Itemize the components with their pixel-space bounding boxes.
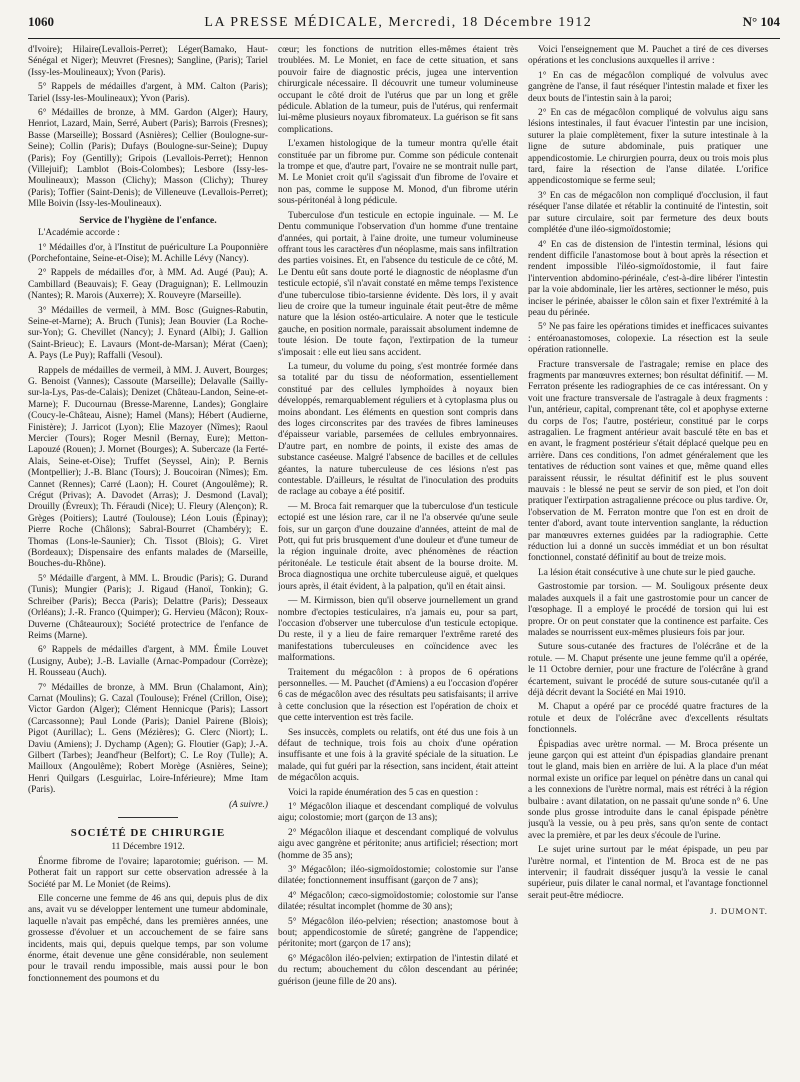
- column-2: [278, 45, 518, 1075]
- paragraph: Traitement du mégacôlon : à propos de 6 opérations personnelles. — M. Pauchet (d'Amiens) a eu l'occasion d'opérer 6 cas de mégacôlon avec des résultats peu satisfaisants; il arrive à cette conclusion que la résection est l'opération de choix et que cette intervention est très facile.: [278, 667, 518, 724]
- paragraph: 1° Médailles d'or, à l'Institut de puériculture La Pouponnière (Porchefontaine, Seine-et-Oise); M. Achille Lévy (Nancy).: [28, 242, 268, 264]
- paragraph: 3° En cas de mégacôlon non compliqué d'occlusion, il faut réséquer l'anse dilatée et rétablir la continuité de l'intestin, soit par suture circulaire, soit par fermeture des deux bouts complétée d'une iléo-sigmoïdostomie;: [528, 190, 768, 236]
- paragraph: Voici la rapide énumération des 5 cas en question :: [288, 787, 479, 798]
- paragraph: Tuberculose d'un testicule en ectopie inguinale. — M. Le Dentu communique l'observation d'un homme d'une trentaine d'années, qui portait, à l'aine droite, une tumeur volumineuse offrant tous les caractères d'un néoplasme, mais sans infiltration des parties voisines. Et, en l'absence du testicule de ce côté, M. Le Dentu eût sans doute porté le diagnostic de néoplasme d'un testicule ectopié, s'il n'avait constaté en même temps l'existence d'une tuberculose tibio-tarsienne évidente. Dès lors, il y avait lieu de croire que la tumeur inguinale était peut-être de même nature que la lésion ostéo-articulaire. A noter que le testicule gauche, en position normale, paraissait absolument indemne de toute lésion. De toute façon, l'extirpation de la tumeur s'imposait : elle eut lieu sans accident.: [278, 210, 518, 358]
- column-3: [528, 45, 768, 1075]
- paragraph: 2° Mégacôlon iliaque et descendant compliqué de volvulus aigu avec gangrène et péritonite; anus artificiel; résection; mort (homme de 35 ans);: [278, 827, 518, 861]
- paragraph: Suture sous-cutanée des fractures de l'olécrâne et de la rotule. — M. Chaput présente une jeune femme qu'il a opérée, le 11 Octobre dernier, pour une fracture de l'olécrâne à grand écartement, suivant le procédé de suture sous-cutanée qu'il a déjà décrit devant la Société en Mai 1910.: [528, 642, 768, 698]
- paragraph: 4° Mégacôlon; cæco-sigmoïdostomie; colostomie sur l'anse dilatée; résultat incomplet (homme de 30 ans);: [278, 890, 518, 913]
- paragraph: Le sujet urine surtout par le méat épispade, un peu par l'urètre normal, et l'intention de M. Broca est de ne pas intervenir; il faudrait disséquer jusqu'à la vessie le canal supérieur, puis dilater le canal normal, et l'avantage fonctionnel serait peut-être médiocre.: [528, 845, 768, 901]
- paragraph: L'examen histologique de la tumeur montra qu'elle était constituée par un fibrome pur. Comme son pédicule contenait la trompe et que, d'autre part, l'ovaire ne se montrait nulle part, M. Le Moniet croit qu'il s'agissait d'un fibrome de l'ovaire et non pas, comme le suppose M. Monod, d'un fibrome utérin sous-péritonéal à long pédicule.: [278, 139, 518, 207]
- journal-title: LA PRESSE MÉDICALE, Mercredi, 18 Décembre 1912: [204, 15, 593, 30]
- masthead: [28, 14, 780, 39]
- paragraph: L'Académie accorde :: [38, 228, 120, 239]
- issue-number: N° 104: [742, 14, 780, 29]
- paragraph: 5° Rappels de médailles d'argent, à MM. Calton (Paris); Tariel (Issy-les-Moulineaux); Yvon (Paris).: [28, 82, 268, 104]
- paragraph: 6° Rappels de médailles d'argent, à MM. Émile Louvet (Lusigny, Aube); J.-B. Lavialle (Arnac-Pompadour (Corrèze); H. Rousseau (Auch).: [28, 645, 268, 679]
- paragraph: 6° Mégacôlon iléo-pelvien; extirpation de l'intestin dilaté et du rectum; abouchement du côlon descendant au périnée; guérison (jeune fille de 20 ans).: [278, 953, 518, 987]
- session-date: 11 Décembre 1912.: [111, 842, 185, 853]
- paragraph: 1° En cas de mégacôlon compliqué de volvulus avec gangrène de l'anse, il faut réséquer l'intestin malade et fixer les deux bouts de l'intestin sain à la paroi;: [528, 70, 768, 104]
- paragraph: M. Chaput a opéré par ce procédé quatre fractures de la rotule et deux de l'olécrâne avec d'excellents résultats fonctionnels.: [528, 702, 768, 736]
- paragraph: 2° En cas de mégacôlon compliqué de volvulus aigu sans lésions intestinales, il faut évacuer l'intestin par une incision, suturer la plaie complètement, fixer la suture intestinale à la ligne de suture abdominale, puis pratiquer une appendicostomie. Le chirurgien pourra, deux ou trois mois plus tard, faire la résection de l'anse dilatée. L'orifice appendicostomique se ferme seul;: [528, 108, 768, 187]
- paragraph: 7° Médailles de bronze, à MM. Brun (Chalamont, Ain); Carnat (Moulins); G. Cazal (Toulouse); Frénel (Crillon, Oise); Victor Gardon (Alger); Clément Hennicque (Paris); Lassort (Carcassonne); Paul Londe (Paris); Daniel Pairene (Blois); Pigot (Aurillac); L. Gens (Mézières); G. Clerc (Niort); L. Daviu (Amiens); J. Dychamp (Agen); G. Floutier (Gap); J.-A. Gilbert (Tarbes); Jeand'heur (Belfort); C. Le Roy (Tulle); A. Mailloux (Angoulême); Robert Morège (Asnières, Seine); Henri Quilgars (Lesguirlac, Loire-Inférieure); Mme Itam (Paris).: [28, 682, 268, 796]
- paragraph: d'Ivoire); Hilaire(Levallois-Perret); Léger(Bamako, Haut-Sénégal et Niger); Meuvret (Fresnes); Sangline, (Paris); Tariel (Issy-les-Moulineaux); Yvon (Paris).: [28, 45, 268, 78]
- paragraph: Elle concerne une femme de 46 ans qui, depuis plus de dix ans, avait vu se développer lentement une tumeur abdominale, laquelle n'avait pas empêché, dans les premières années, une grossesse d'évoluer et un accouchement de se faire sans incidents, mais qui, depuis quelque temps, par son volume énorme, était devenue une gêne considérable, non seulement pour le travail rendu impossible, mais aussi pour le bon fonctionnement des poumons et du: [28, 894, 268, 984]
- paragraph: 5° Mégacôlon iléo-pelvien; résection; anastomose bout à bout; appendicostomie de sûreté; gangrène de l'appendice; péritonite; mort (garçon de 17 ans);: [278, 916, 518, 950]
- paragraph: — M. Broca fait remarquer que la tuberculose d'un testicule ectopié est une lésion rare, car il ne l'a observée qu'une seule fois, sur un garçon d'une douzaine d'années, atteint de mal de Pott, qui fut pris brusquement d'une douleur et d'une tumeur de la région inguinale droite, avec phénomènes de réaction péritonéale. Le testicule était absent de la bourse droite. M. Broca diagnostiqua une orchite tuberculeuse aiguë, et quelques jours après, il était évident, à la palpation, qu'il en était ainsi.: [278, 501, 518, 592]
- paragraph: 1° Mégacôlon iliaque et descendant compliqué de volvulus aigu; colostomie; mort (garçon de 13 ans);: [278, 802, 518, 824]
- section-heading-societe: SOCIÉTÉ DE CHIRURGIE: [70, 827, 226, 839]
- paragraph: 5° Ne pas faire les opérations timides et inefficaces suivantes : entéroanastomoses, colopexie. La résection est la seule opération rationnelle.: [528, 322, 768, 356]
- paragraph: Gastrostomie par torsion. — M. Souligoux présente deux malades auxquels il a fait une gastrostomie pour un cancer de l'œsophage. Il a employé le procédé de torsion qui lui est propre. Or on peut constater que la continence est parfaite. Ces malades se nourrissent eux-mêmes plusieurs fois par jour.: [528, 582, 768, 638]
- page-number: 1060: [28, 14, 54, 29]
- paragraph: 6° Médailles de bronze, à MM. Gardon (Alger); Haury, Henriot, Lazard, Main, Serré, Aubert (Paris); Barrois (Fresnes); Basse (Marseille); Bossard (Asnières); Cellier (Boulogne-sur-Seine); Collin (Paris); Dufays (Boulogne-sur-Seine); Dupuy (Paris); Foy (Gentilly); Gripois (Levallois-Perret); Hennon (Villejuif); Lamblot (Bois-Colombes); Lesbore (Issy-les-Moulineaux); Masson (Clichy); Masson (Clichy); Thurey (Paris); Toffier (Saint-Denis); de Villeneuve (Levallois-Perret); Mlle Boivin (Issy-les-Moulineaux).: [28, 108, 268, 210]
- paragraph: Énorme fibrome de l'ovaire; laparotomie; guérison. — M. Potherat fait un rapport sur cette observation adressée à la Société par M. Le Moniet (de Reims).: [28, 856, 268, 890]
- paragraph: cœur; les fonctions de nutrition elles-mêmes étaient très troublées. M. Le Moniet, en face de cette situation, et sans pouvoir faire de diagnostic précis, jugea une intervention chirurgicale nécessaire. Il découvrit une tumeur volumineuse occupant le côté droit de l'utérus que par un long et grêle pédicule. Ablation de la tumeur, puis de l'utérus, qui renfermait lui-même plusieurs noyaux fibromateux. La guérison se fit sans complications.: [278, 45, 518, 135]
- paragraph: 2° Rappels de médailles d'or, à MM. Ad. Augé (Pau); A. Cambillard (Beauvais); F. Geay (Draguignan); E. Lellmouzin (Nantes); R. Marois (Auxerre); X. Rouveyre (Marseille).: [28, 268, 268, 302]
- section-heading-hygiene: Service de l'hygiène de l'enfance.: [79, 214, 217, 226]
- paragraph: La lésion était consécutive à une chute sur le pied gauche.: [538, 567, 756, 578]
- paragraph: Voici l'enseignement que M. Pauchet a tiré de ces diverses opérations et les conclusions auxquelles il arrive :: [528, 45, 768, 67]
- paragraph: Fracture transversale de l'astragale; remise en place des fragments par manœuvres externes; bon résultat définitif. — M. Ferraton présente les radiographies de ce cas intéressant. On y voit une fracture transversale de l'astragale à deux fragments : l'un, antérieur, capital, comprenant tête, col et apophyse externe du corps de l'os; l'autre, postérieur, constitué par le corps astragalien. Le fragment antérieur avait basculé tête en bas et en avant, le fragment postérieur s'était déplacé quelque peu en arrière. Dans ces conditions, l'on admet généralement que les tentatives de réduction sont vaines et que, même quand elles paraissent réussir, le résultat définitif est le plus souvent mauvais : le blessé ne peut se servir de son pied, et l'on doit pratiquer l'extirpation astragalienne précoce ou plus tardive. Or, l'observation de M. Ferraton montre que l'on est en droit de tenter d'abord, avant toute intervention sanglante, la réduction par manœuvres externes guidées par la radiographie. Cette réduction lui a donné un succès immédiat et un bon résultat fonctionnel, constaté définitif au bout de treize mois.: [528, 359, 768, 564]
- paragraph: — M. Kirmisson, bien qu'il observe journellement un grand nombre d'ectopies testiculaires, n'a jamais eu, pour sa part, l'occasion d'observer une tuberculose d'un testicule ectopique. Du reste, il y a lieu de faire remarquer l'extrême rareté des manifestations tuberculeuses en coïncidence avec les malformations.: [278, 596, 518, 664]
- paragraph: 3° Mégacôlon; iléo-sigmoïdostomie; colostomie sur l'anse dilatée; fonctionnement insuffisant (garçon de 7 ans);: [278, 865, 518, 887]
- paragraph: 5° Médaille d'argent, à MM. L. Broudic (Paris); G. Durand (Tunis); Mungier (Paris); J. Rigaud (Hanoï, Tonkin); G. Schreiber (Paris); Becca (Paris); Delattre (Paris); Desseaux (Orléans); J.-R. Franco (Quimper); G. Hervieu (Mâcon); Roux-Duverne (Châteauroux); Société protectrice de l'enfance de Reims (Marne).: [28, 573, 268, 641]
- paragraph: 3° Médailles de vermeil, à MM. Bosc (Guignes-Rabutin, Seine-et-Marne); A. Bruch (Tunis); Jean Bouvier (La Roche-sur-Yon); G. Chevillet (Nancy); J. Eynard (Albi); J. Gallion (Saint-Brieuc); E. Lavaurs (Mont-de-Marsan); Mérat (Caen); A. Pays (Le Puy); Raffalli (Vesoul).: [28, 305, 268, 362]
- paragraph: La tumeur, du volume du poing, s'est montrée formée dans sa totalité par du tissu de néoformation, essentiellement constitué par des cellules lymphoïdes à noyaux bien développés, remarquablement réguliers et à cytoplasma plus ou moins abondant. Les éléments en question sont compris dans des loges circonscrites par des travées de fibres lamineuses d'épaisseur variable, parsemées de cellules embryonnaires. D'autre part, en nombre de points, il existe des amas de substance caséeuse. Malgré l'absence de bacilles et de cellules géantes, la nature tuberculeuse de ces lésions n'est pas contestable. D'ailleurs, le résultat de l'inoculation des produits de raclage au cobaye a été positif.: [278, 361, 518, 498]
- author-signature: J. DUMONT.: [710, 906, 768, 917]
- paragraph: 4° En cas de distension de l'intestin terminal, lésions qui rendent difficile l'anastomose bout à bout après la résection et rendent impossible l'iléo-sigmoïdostomie, il faut faire l'intervention abdomino-périnéale, c'est-à-dire libérer l'intestin par la voie abdominale, lier les artères, sectionner le méso, puis inciser le périnée, abaisser le côlon sain et fixer l'extrémité à la peau du périnée.: [528, 239, 768, 318]
- paragraph: Ses insuccès, complets ou relatifs, ont été dus une fois à un défaut de technique, trois fois au choix d'une opération insuffisante et une fois à la gravité spéciale de la situation. Le malade, qui fut guéri par la résection, sans incident, était atteint de mégacôlon acquis.: [278, 727, 518, 784]
- paragraph: Rappels de médailles de vermeil, à MM. J. Auvert, Bourges; G. Benoist (Vannes); Cassoute (Marseille); Delavalle (Sailly-sur-la-Lys, Pas-de-Calais); Denizet (Château-Landon, Seine-et-Marne); F. Ducournau (Bresse-Marenne, Landes); Gonglaire (Coucy-le-Château, Aisne); Hamel (Mans); Hébert (Audierne, Finistère); J. Jarricot (Lyon); Elie Mazoyer (Nîmes); Raoul Mercier (Tours); Roger Mesnil (Bernay, Eure); Metton-Lapouzé (Rouen); J. Mornet (Bourges); A. Subercaze (la Ferté-Alais, Seine-et-Oise); Truffet (Seyssel, Ain); P. Bernis (Montpellier); J.-B. Blanc (Tours); J. Boucoiran (Nîmes); Em. Cannet (Rennes); Carré (Laon); H. Couret (Angoulême); R. Crégut (Privas); A. Davodet (Arras); J. Desmond (Laval); Drouilly (Évreux); Th. Féraudi (Nice); U. Fleury (Alençon); R. Grèges (Poitiers); Lautré (Toulouse); Léon Louis (Épinay); Pierre Roche (Châlons); Sabral-Bourret (Chambéry); E. Thomas (Lons-le-Saunier); Ch. Tissot (Blois); G. Viret (Bordeaux); Dispensaire des enfants malades de (Marseille, Bouches-du-Rhône).: [28, 365, 268, 570]
- paragraph: Épispadias avec urètre normal. — M. Broca présente un jeune garçon qui est atteint d'un épispadias glandaire prenant tout le gland, mais bien en arrière de lui. A la place d'un méat normal existe un orifice par lequel on pénètre dans un canal qui a les connexions de l'urètre normal, mais est rétréci à la région bulbaire : avant dilatation, on ne passait qu'une sonde n° 6. Une sonde plus grosse introduite dans le canal épispade pénètre jusqu'à la vessie, ou à peu près, sans qu'on sente de contact avec la première, et par les deux s'écoule de l'urine.: [528, 739, 768, 841]
- divider: [118, 817, 178, 818]
- to-be-continued: (A suivre.): [228, 799, 268, 810]
- columns: [28, 45, 780, 1075]
- column-1: [28, 45, 268, 1075]
